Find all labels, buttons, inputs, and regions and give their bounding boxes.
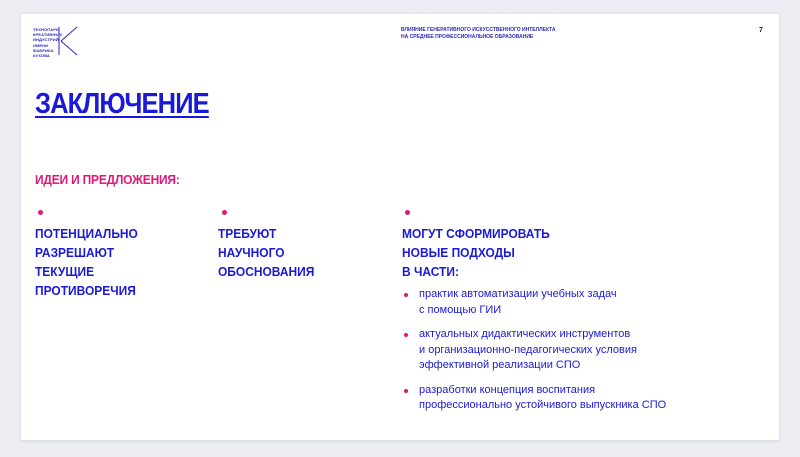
bullet-list bbox=[403, 287, 666, 423]
bullet-line: разработки концепция воспитания bbox=[419, 383, 596, 396]
bullet-dot bbox=[404, 333, 408, 337]
column-line: МОГУТ СФОРМИРОВАТЬ bbox=[402, 226, 550, 241]
slide-title: ЗАКЛЮЧЕНИЕ bbox=[35, 88, 209, 120]
list-item bbox=[403, 383, 666, 414]
logo-line: ИНДУСТРИЙ bbox=[33, 37, 59, 43]
column-line: НОВЫЕ ПОДХОДЫ bbox=[402, 245, 515, 260]
column-line: ПОТЕНЦИАЛЬНО bbox=[35, 226, 138, 241]
column-line: ПРОТИВОРЕЧИЯ bbox=[35, 283, 136, 298]
column-line: ОБОСНОВАНИЯ bbox=[218, 264, 315, 279]
bullet-dot bbox=[38, 210, 43, 215]
logo-line: ИМЕНИ bbox=[33, 42, 49, 48]
bullet-dot bbox=[222, 210, 227, 215]
logo-line: ФАБРИКА bbox=[33, 47, 54, 53]
column-line: В ЧАСТИ: bbox=[402, 264, 459, 279]
header-line: НА СРЕДНЕЕ ПРОФЕССИОНАЛЬНОЕ ОБРАЗОВАНИЕ bbox=[401, 34, 534, 40]
column-line: ТЕКУЩИЕ bbox=[35, 264, 95, 279]
column-line: НАУЧНОГО bbox=[218, 245, 285, 260]
page-number: 7 bbox=[759, 27, 763, 34]
k-logo-icon bbox=[55, 26, 79, 56]
slide bbox=[21, 14, 779, 440]
bullet-line: практик автоматизации учебных задач bbox=[419, 288, 617, 300]
column-line: РАЗРЕШАЮТ bbox=[35, 245, 115, 260]
bullet-line: актуальных дидактических инструментов bbox=[419, 328, 631, 340]
section-subtitle: ИДЕИ И ПРЕДЛОЖЕНИЯ: bbox=[35, 172, 180, 187]
header-line: ВЛИЯНИЕ ГЕНЕРАТИВНОГО ИСКУССТВЕННОГО ИНТЕЛЛЕКТА bbox=[401, 27, 556, 33]
bullet-dot bbox=[405, 210, 410, 215]
column-line: ТРЕБУЮТ bbox=[218, 226, 277, 241]
bullet-line: и организационно-педагогических условия bbox=[419, 343, 637, 356]
list-item bbox=[403, 287, 666, 318]
column-3-text bbox=[402, 224, 550, 281]
bullet-dot bbox=[404, 293, 408, 297]
list-item bbox=[403, 327, 666, 374]
bullet-line: профессионально устойчивого выпускника СПО bbox=[419, 399, 667, 411]
column-2-text bbox=[218, 224, 314, 281]
bullet-line: с помощью ГИИ bbox=[419, 303, 502, 316]
bullet-dot bbox=[404, 389, 408, 393]
presentation-header bbox=[401, 27, 556, 41]
logo-line: КРЕАТИВНЫХ bbox=[33, 32, 63, 38]
bullet-line: эффективной реализации СПО bbox=[419, 359, 581, 371]
logo-line: КУХОВА bbox=[33, 53, 50, 59]
logo-line: ТЕХНОПАРК bbox=[33, 27, 59, 32]
column-1-text bbox=[35, 224, 138, 300]
